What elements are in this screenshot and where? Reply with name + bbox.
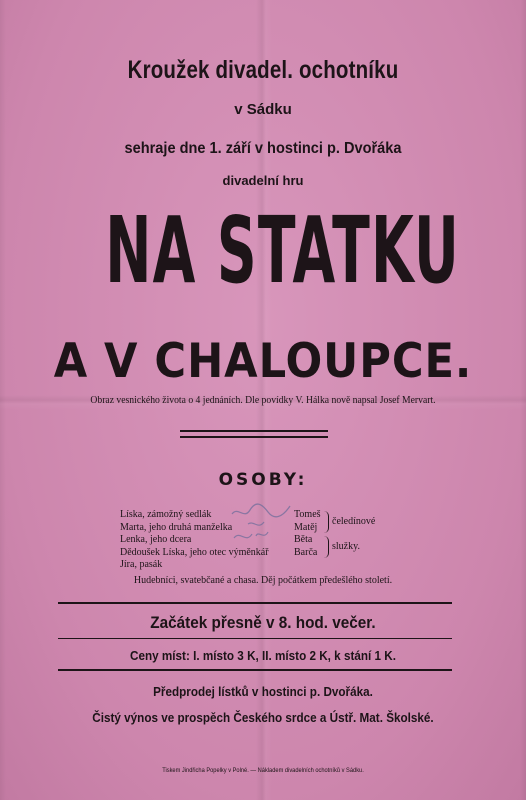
cast-member: Tomeš: [294, 509, 321, 520]
club-name: Kroužek divadel. ochotníku: [127, 56, 399, 84]
pencil-annotation: [228, 500, 298, 560]
double-rule-bottom: [180, 436, 328, 438]
printer-footer: Tiskem Jindřicha Popelky v Polné. — Nákladem divadelních ochotníků v Sádku.: [162, 768, 364, 774]
start-time: Začátek přesně v 8. hod. večer.: [150, 613, 376, 632]
play-title-line1: NA STATKU: [105, 197, 460, 304]
double-rule-top: [180, 430, 328, 432]
brace-mark: [324, 536, 329, 558]
play-title-line2: A V CHALOUPCE.: [53, 334, 473, 389]
genre-line: divadelní hru: [222, 173, 304, 188]
rule-thick-3: [58, 669, 452, 671]
cast-member: Jíra, pasák: [120, 559, 163, 570]
brace-mark: [324, 511, 329, 533]
club-place: v Sádku: [234, 101, 292, 118]
proceeds-info: Čistý výnos ve prospěch Českého srdce a Ústř. Mat. Školské.: [92, 710, 434, 725]
cast-member: Dědoušek Líska, jeho otec výměnkář: [120, 546, 269, 558]
cast-member: Běta: [294, 534, 313, 545]
rule-2: [58, 638, 452, 639]
rule-thick-1: [58, 602, 452, 604]
extras-note: Hudebníci, svatebčané a chasa. Děj počátkem předešlého století.: [133, 575, 393, 586]
performance-line: sehraje dne 1. září v hostinci p. Dvořáka: [124, 140, 402, 157]
cast-heading: OSOBY:: [218, 470, 308, 490]
cast-member: Marta, jeho druhá manželka: [120, 521, 233, 533]
cast-member: Matěj: [294, 521, 318, 533]
cast-member: Barča: [294, 546, 318, 558]
play-subtitle: Obraz vesnického života o 4 jednáních. Dle povídky V. Hálka nově napsal Josef Mervart.: [90, 395, 436, 406]
cast-member: Lenka, jeho dcera: [120, 534, 192, 545]
presale-info: Předprodej lístků v hostinci p. Dvořáka.: [153, 684, 373, 699]
cast-group-role: čeledínové: [332, 516, 376, 527]
cast-member: Líska, zámožný sedlák: [120, 509, 212, 520]
ticket-prices: Ceny míst: I. místo 3 K, II. místo 2 K, k stání 1 K.: [130, 648, 396, 663]
cast-group-role: služky.: [332, 541, 360, 552]
